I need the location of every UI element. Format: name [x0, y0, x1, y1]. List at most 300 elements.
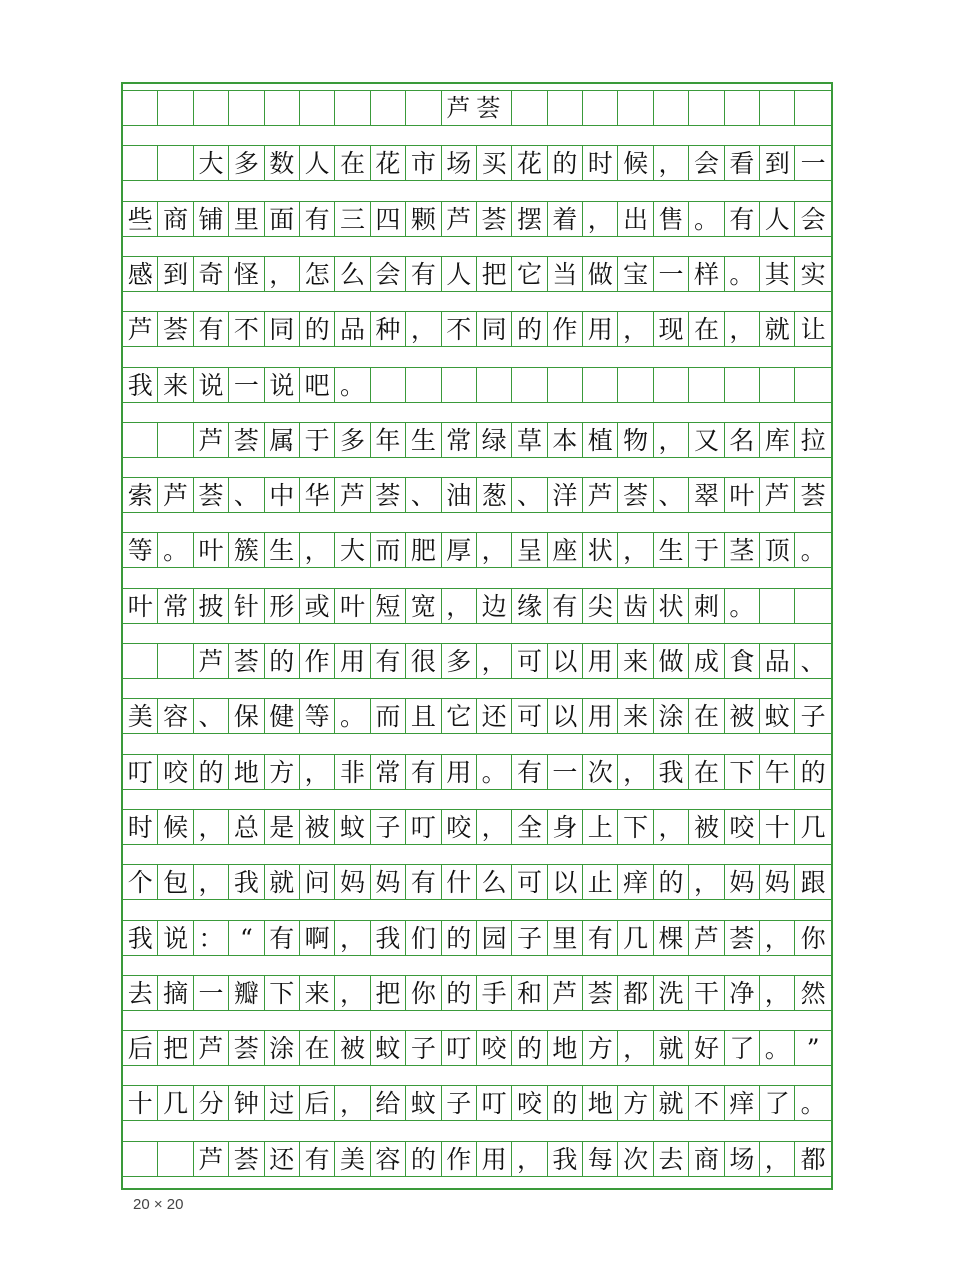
grid-cell: 做 — [583, 256, 618, 292]
grid-cell: 肥 — [406, 532, 441, 568]
grid-cell: 不 — [689, 1085, 724, 1121]
grid-cell: 荟 — [583, 975, 618, 1011]
grid-cell: 到 — [760, 145, 795, 181]
grid-cell: 场 — [725, 1141, 760, 1177]
grid-cell: 多 — [229, 145, 264, 181]
grid-cell: 库 — [760, 422, 795, 458]
grid-cell: 买 — [477, 145, 512, 181]
grid-cell: 怎 — [300, 256, 335, 292]
grid-cell: ： — [194, 920, 229, 956]
grid-cell: 钟 — [229, 1085, 264, 1121]
grid-cell: 和 — [512, 975, 547, 1011]
grid-cell: 可 — [512, 698, 547, 734]
grid-cell: ， — [335, 920, 370, 956]
grid-cell: ， — [335, 1085, 370, 1121]
grid-cell: 让 — [795, 311, 830, 347]
grid-cell: 我 — [229, 864, 264, 900]
grid-cell: 的 — [194, 754, 229, 790]
grid-cell: 十 — [760, 809, 795, 845]
grid-cell — [158, 643, 193, 679]
grid-cell: 可 — [512, 643, 547, 679]
grid-cell: 有 — [725, 201, 760, 237]
grid-cell — [689, 367, 724, 403]
grid-cell: 洋 — [548, 477, 583, 513]
grid-cell: 用 — [583, 643, 618, 679]
page-title: 芦荟 — [442, 90, 513, 126]
grid-cell: 刺 — [689, 588, 724, 624]
grid-cell: 有 — [371, 643, 406, 679]
grid-cell: 蚊 — [406, 1085, 441, 1121]
grid-cell: 啊 — [300, 920, 335, 956]
grid-cell — [725, 367, 760, 403]
grid-cell: 常 — [158, 588, 193, 624]
grid-cell: 干 — [689, 975, 724, 1011]
grid-cell: 摆 — [512, 201, 547, 237]
grid-cell: 。 — [795, 532, 830, 568]
grid-cell: 上 — [583, 809, 618, 845]
grid-cell: 看 — [725, 145, 760, 181]
grid-cell — [795, 588, 830, 624]
grid-cell: 实 — [795, 256, 830, 292]
grid-cell: 问 — [300, 864, 335, 900]
grid-cell: 用 — [442, 754, 477, 790]
grid-cell: 一 — [654, 256, 689, 292]
grid-cell — [654, 367, 689, 403]
grid-cell: 芦 — [194, 422, 229, 458]
grid-cell — [158, 1141, 193, 1177]
grid-cell: 你 — [406, 975, 441, 1011]
grid-cell: 分 — [194, 1085, 229, 1121]
grid-cell: 荟 — [194, 477, 229, 513]
grid-cell: ， — [442, 588, 477, 624]
grid-cell: 拉 — [795, 422, 830, 458]
grid-cell: 。 — [335, 367, 370, 403]
grid-cell: 做 — [654, 643, 689, 679]
grid-cell: 颗 — [406, 201, 441, 237]
grid-cell: 多 — [335, 422, 370, 458]
grid-cell: 。 — [335, 698, 370, 734]
grid-cell: ， — [760, 975, 795, 1011]
grid-cell — [406, 90, 441, 126]
grid-cell: 现 — [654, 311, 689, 347]
grid-cell — [760, 367, 795, 403]
grid-cell: 于 — [689, 532, 724, 568]
grid-cell: 作 — [300, 643, 335, 679]
grid-cell: 同 — [265, 311, 300, 347]
grid-cell: 有 — [265, 920, 300, 956]
grid-cell: 在 — [689, 754, 724, 790]
grid-cell: ， — [477, 809, 512, 845]
grid-cell: 地 — [548, 1030, 583, 1066]
grid-cell: 蚊 — [335, 809, 370, 845]
text-row — [123, 1030, 831, 1066]
grid-cell: 成 — [689, 643, 724, 679]
grid-cell — [265, 90, 300, 126]
grid-cell: 芦 — [689, 920, 724, 956]
grid-cell: 样 — [689, 256, 724, 292]
grid-cell: 我 — [654, 754, 689, 790]
grid-cell: 几 — [158, 1085, 193, 1121]
grid-cell: 花 — [512, 145, 547, 181]
grid-cell: 宝 — [618, 256, 653, 292]
grid-cell: 时 — [123, 809, 158, 845]
grid-cell: 物 — [618, 422, 653, 458]
grid-cell: 、 — [229, 477, 264, 513]
grid-cell: 芦 — [194, 1030, 229, 1066]
grid-cell — [158, 422, 193, 458]
grid-cell: 芦 — [442, 201, 477, 237]
grid-cell: 妈 — [335, 864, 370, 900]
grid-cell: 属 — [265, 422, 300, 458]
grid-cell: 大 — [194, 145, 229, 181]
grid-cell: 簇 — [229, 532, 264, 568]
grid-cell: 痒 — [725, 1085, 760, 1121]
grid-cell: 顶 — [760, 532, 795, 568]
grid-cell: 说 — [158, 920, 193, 956]
grid-cell: 妈 — [725, 864, 760, 900]
grid-cell: 花 — [371, 145, 406, 181]
grid-cell: “ — [229, 920, 264, 956]
grid-cell: 种 — [371, 311, 406, 347]
grid-cell: 的 — [442, 975, 477, 1011]
grid-cell: 几 — [618, 920, 653, 956]
grid-cell: 被 — [335, 1030, 370, 1066]
grid-cell: ， — [689, 864, 724, 900]
grid-cell: 有 — [406, 864, 441, 900]
grid-cell — [123, 90, 158, 126]
grid-cell: 止 — [583, 864, 618, 900]
grid-cell: 于 — [300, 422, 335, 458]
text-row — [123, 256, 831, 292]
grid-cell: 全 — [512, 809, 547, 845]
grid-cell: 叶 — [123, 588, 158, 624]
grid-cell: 什 — [442, 864, 477, 900]
grid-cell: 叶 — [335, 588, 370, 624]
grid-cell: 时 — [583, 145, 618, 181]
grid-cell: 其 — [760, 256, 795, 292]
text-row — [123, 311, 831, 347]
grid-cell: ” — [795, 1030, 830, 1066]
grid-cell: ， — [654, 422, 689, 458]
grid-cell: ， — [477, 643, 512, 679]
grid-cell: 来 — [618, 698, 653, 734]
grid-cell: 且 — [406, 698, 441, 734]
grid-cell: 方 — [265, 754, 300, 790]
grid-cell: 一 — [795, 145, 830, 181]
grid-cell: 食 — [725, 643, 760, 679]
grid-cell: 缘 — [512, 588, 547, 624]
grid-cell: 荟 — [795, 477, 830, 513]
grid-cell: ， — [654, 145, 689, 181]
grid-cell: 把 — [477, 256, 512, 292]
grid-cell: 用 — [477, 1141, 512, 1177]
grid-cell: 我 — [548, 1141, 583, 1177]
grid-cell — [123, 1141, 158, 1177]
text-row — [123, 698, 831, 734]
grid-cell: 有 — [406, 256, 441, 292]
grid-cell: 芦 — [760, 477, 795, 513]
grid-cell: 午 — [760, 754, 795, 790]
grid-cell: 子 — [512, 920, 547, 956]
grid-cell: 着 — [548, 201, 583, 237]
grid-cell — [760, 588, 795, 624]
grid-cell: 方 — [583, 1030, 618, 1066]
grid-cell: 。 — [689, 201, 724, 237]
grid-cell: 我 — [371, 920, 406, 956]
grid-cell: 、 — [795, 643, 830, 679]
grid-cell: 商 — [158, 201, 193, 237]
grid-cell: 瓣 — [229, 975, 264, 1011]
grid-cell: 好 — [689, 1030, 724, 1066]
grid-cell: 多 — [442, 643, 477, 679]
grid-cell: 商 — [689, 1141, 724, 1177]
grid-cell — [371, 90, 406, 126]
grid-cell — [689, 90, 724, 126]
grid-cell: 说 — [265, 367, 300, 403]
title-row — [123, 90, 831, 126]
grid-cell: ， — [583, 201, 618, 237]
grid-cell: 在 — [300, 1030, 335, 1066]
grid-cell: 以 — [548, 864, 583, 900]
grid-cell: 总 — [229, 809, 264, 845]
grid-cell: 有 — [406, 754, 441, 790]
grid-cell: 美 — [335, 1141, 370, 1177]
grid-cell: 都 — [795, 1141, 830, 1177]
grid-cell: 、 — [512, 477, 547, 513]
grid-cell: 用 — [583, 311, 618, 347]
grid-cell: 以 — [548, 643, 583, 679]
grid-cell: 三 — [335, 201, 370, 237]
grid-cell: 的 — [795, 754, 830, 790]
grid-cell: 名 — [725, 422, 760, 458]
grid-size-label: 20 × 20 — [133, 1196, 184, 1213]
grid-cell: 十 — [123, 1085, 158, 1121]
grid-cell: 涂 — [265, 1030, 300, 1066]
grid-cell: 叮 — [123, 754, 158, 790]
grid-cell: 芦 — [158, 477, 193, 513]
text-row — [123, 588, 831, 624]
grid-cell: 下 — [725, 754, 760, 790]
grid-cell: 芦 — [194, 1141, 229, 1177]
grid-cell: 候 — [158, 809, 193, 845]
grid-cell: 人 — [760, 201, 795, 237]
grid-cell: 。 — [760, 1030, 795, 1066]
grid-cell: 它 — [442, 698, 477, 734]
grid-cell: 。 — [725, 588, 760, 624]
grid-cell: 些 — [123, 201, 158, 237]
grid-cell: 涂 — [654, 698, 689, 734]
grid-cell: 摘 — [158, 975, 193, 1011]
grid-cell: ， — [335, 975, 370, 1011]
grid-cell: 还 — [265, 1141, 300, 1177]
grid-cell: 把 — [158, 1030, 193, 1066]
grid-cell: ， — [760, 1141, 795, 1177]
grid-cell: ， — [725, 311, 760, 347]
grid-cell — [123, 643, 158, 679]
grid-cell: 次 — [618, 1141, 653, 1177]
grid-cell: 呈 — [512, 532, 547, 568]
grid-cell — [795, 90, 830, 126]
grid-cell: 妈 — [371, 864, 406, 900]
text-row — [123, 975, 831, 1011]
grid-cell: 棵 — [654, 920, 689, 956]
grid-cell: 会 — [371, 256, 406, 292]
grid-cell: ， — [300, 754, 335, 790]
grid-cell — [512, 90, 547, 126]
grid-cell: 奇 — [194, 256, 229, 292]
grid-cell: 的 — [442, 920, 477, 956]
grid-cell: 咬 — [477, 1030, 512, 1066]
grid-cell — [583, 90, 618, 126]
grid-cell: 会 — [795, 201, 830, 237]
grid-cell — [194, 90, 229, 126]
grid-cell: 场 — [442, 145, 477, 181]
grid-cell: 。 — [477, 754, 512, 790]
grid-cell: 叮 — [477, 1085, 512, 1121]
grid-cell: 可 — [512, 864, 547, 900]
grid-cell: 人 — [442, 256, 477, 292]
grid-cell: 后 — [123, 1030, 158, 1066]
grid-cell: 身 — [548, 809, 583, 845]
grid-cell — [548, 90, 583, 126]
grid-cell: 四 — [371, 201, 406, 237]
grid-cell: 荟 — [158, 311, 193, 347]
grid-cell: 数 — [265, 145, 300, 181]
grid-cell: 非 — [335, 754, 370, 790]
grid-cell: 个 — [123, 864, 158, 900]
grid-cell: 边 — [477, 588, 512, 624]
grid-cell: 就 — [265, 864, 300, 900]
grid-cell: 同 — [477, 311, 512, 347]
grid-cell: 下 — [265, 975, 300, 1011]
grid-cell: 生 — [265, 532, 300, 568]
grid-cell: 的 — [548, 1085, 583, 1121]
grid-cell: 里 — [229, 201, 264, 237]
text-row — [123, 754, 831, 790]
grid-cell: 来 — [618, 643, 653, 679]
grid-cell: 座 — [548, 532, 583, 568]
grid-cell: 的 — [548, 145, 583, 181]
grid-cell: 手 — [477, 975, 512, 1011]
text-row — [123, 422, 831, 458]
grid-cell: 不 — [229, 311, 264, 347]
grid-cell: 的 — [654, 864, 689, 900]
grid-cell: 索 — [123, 477, 158, 513]
grid-cell: 又 — [689, 422, 724, 458]
grid-cell: ， — [760, 920, 795, 956]
grid-cell: 荟 — [725, 920, 760, 956]
grid-cell: 荟 — [618, 477, 653, 513]
grid-cell: 就 — [654, 1030, 689, 1066]
grid-cell: 感 — [123, 256, 158, 292]
grid-cell — [583, 367, 618, 403]
grid-cell: 或 — [300, 588, 335, 624]
text-row — [123, 920, 831, 956]
grid-cell: 洗 — [654, 975, 689, 1011]
grid-cell: 子 — [371, 809, 406, 845]
grid-cell: 在 — [689, 698, 724, 734]
grid-cell: ， — [618, 311, 653, 347]
grid-cell: 地 — [583, 1085, 618, 1121]
grid-cell: 每 — [583, 1141, 618, 1177]
grid-cell: 铺 — [194, 201, 229, 237]
grid-cell: 芦 — [335, 477, 370, 513]
text-row — [123, 367, 831, 403]
grid-cell: 候 — [618, 145, 653, 181]
grid-cell: 咬 — [512, 1085, 547, 1121]
grid-cell: 保 — [229, 698, 264, 734]
grid-cell: 、 — [406, 477, 441, 513]
grid-cell: 。 — [158, 532, 193, 568]
grid-cell — [760, 90, 795, 126]
grid-cell: 荟 — [371, 477, 406, 513]
grid-cell: 的 — [265, 643, 300, 679]
grid-cell: 草 — [512, 422, 547, 458]
grid-cell: 油 — [442, 477, 477, 513]
grid-cell: 跟 — [795, 864, 830, 900]
grid-cell: 叶 — [725, 477, 760, 513]
grid-cell: 我 — [123, 367, 158, 403]
text-row — [123, 643, 831, 679]
grid-cell: 子 — [442, 1085, 477, 1121]
grid-cell: 咬 — [725, 809, 760, 845]
grid-cell — [371, 367, 406, 403]
grid-cell: 人 — [300, 145, 335, 181]
grid-cell: 有 — [194, 311, 229, 347]
grid-cell — [335, 90, 370, 126]
grid-cell: 么 — [477, 864, 512, 900]
grid-cell: 芦 — [548, 975, 583, 1011]
grid-cell: 荟 — [229, 643, 264, 679]
grid-cell: 植 — [583, 422, 618, 458]
grid-cell: 的 — [300, 311, 335, 347]
grid-cell: 一 — [548, 754, 583, 790]
text-row — [123, 864, 831, 900]
grid-cell — [300, 90, 335, 126]
grid-cell: 市 — [406, 145, 441, 181]
text-row — [123, 477, 831, 513]
grid-cell: 容 — [371, 1141, 406, 1177]
grid-cell: 里 — [548, 920, 583, 956]
grid-cell: ， — [618, 1030, 653, 1066]
grid-cell: 们 — [406, 920, 441, 956]
grid-cell: 茎 — [725, 532, 760, 568]
grid-cell: 荟 — [229, 1030, 264, 1066]
grid-cell: 尖 — [583, 588, 618, 624]
grid-cell: 针 — [229, 588, 264, 624]
grid-cell: 以 — [548, 698, 583, 734]
grid-cell: 。 — [795, 1085, 830, 1121]
grid-cell: 当 — [548, 256, 583, 292]
grid-cell: 而 — [371, 698, 406, 734]
grid-cell: 等 — [300, 698, 335, 734]
grid-cell: 叶 — [194, 532, 229, 568]
grid-cell: ， — [194, 809, 229, 845]
grid-cell: 的 — [512, 1030, 547, 1066]
grid-cell: 、 — [194, 698, 229, 734]
grid-cell: 生 — [406, 422, 441, 458]
grid-cell: 去 — [123, 975, 158, 1011]
grid-cell: 它 — [512, 256, 547, 292]
grid-cell: 用 — [583, 698, 618, 734]
grid-cell: 去 — [654, 1141, 689, 1177]
grid-cell — [229, 90, 264, 126]
grid-cell: 净 — [725, 975, 760, 1011]
grid-cell: 咬 — [158, 754, 193, 790]
grid-cell — [654, 90, 689, 126]
grid-cell: 然 — [795, 975, 830, 1011]
grid-cell: 状 — [583, 532, 618, 568]
